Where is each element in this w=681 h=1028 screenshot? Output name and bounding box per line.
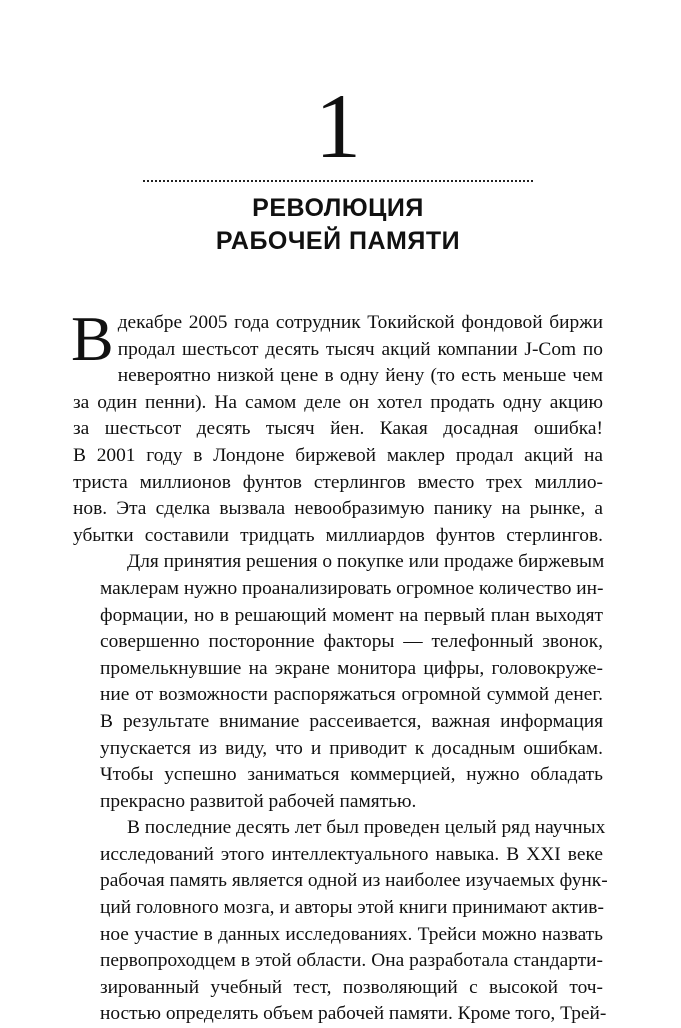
chapter-number: 1 bbox=[315, 75, 361, 177]
text-line: формации, но в решающий момент на первый план выходят bbox=[100, 604, 603, 626]
paragraph-1 bbox=[71, 303, 603, 549]
chapter-title-line-2: РАБОЧЕЙ ПАМЯТИ bbox=[215, 227, 461, 255]
text-line: рабочая память является одной из наиболее изучаемых функ- bbox=[100, 870, 608, 892]
paragraph-2 bbox=[73, 549, 603, 815]
text-line: В результате внимание рассеивается, важная информация bbox=[100, 710, 603, 732]
chapter-body bbox=[71, 303, 608, 1028]
dotted-divider bbox=[143, 180, 533, 182]
text-line: ное участие в данных исследованиях. Трейси можно назвать bbox=[100, 923, 603, 945]
text-line: ций головного мозга, и авторы этой книги принимают актив- bbox=[100, 897, 604, 919]
text-line: ние от возможности распоряжаться огромной суммой денег. bbox=[100, 684, 603, 706]
text-line: маклерам нужно проанализировать огромное количество ин- bbox=[100, 577, 604, 599]
book-page bbox=[71, 75, 608, 1028]
text-line: за шестьсот десять тысяч йен. Какая досадная ошибка! bbox=[73, 418, 603, 440]
text-line: промелькнувшие на экране монитора цифры, головокруже- bbox=[100, 657, 603, 679]
text-line: триста миллионов фунтов стерлингов вместо трех миллио- bbox=[73, 471, 603, 493]
text-line: прекрасно развитой рабочей памятью. bbox=[100, 790, 417, 812]
text-line: продал шестьсот десять тысяч акций компании J-Com по bbox=[117, 338, 603, 360]
text-line: убытки составили тридцать миллиардов фунтов стерлингов. bbox=[73, 524, 603, 546]
text-line: упускается из виду, что и приводит к досадным ошибкам. bbox=[100, 737, 603, 759]
text-line: исследований этого интеллектуального навыка. В XXI веке bbox=[100, 843, 603, 865]
text-line: совершенно посторонние факторы — телефонный звонок, bbox=[100, 631, 603, 653]
chapter-title-line-1: РЕВОЛЮЦИЯ bbox=[252, 194, 424, 222]
text-line: нов. Эта сделка вызвала невообразимую панику на рынке, а bbox=[73, 498, 603, 520]
drop-cap: В bbox=[71, 303, 114, 374]
chapter-title bbox=[73, 192, 603, 258]
text-line: Для принятия решения о покупке или продаже биржевым bbox=[127, 551, 605, 573]
paragraph-3 bbox=[73, 815, 608, 1028]
text-line: декабре 2005 года сотрудник Токийской фондовой биржи bbox=[117, 312, 603, 333]
text-line: Чтобы успешно заниматься коммерцией, нужно обладать bbox=[100, 764, 603, 786]
text-line: первопроходцем в этой области. Она разработала стандарти- bbox=[100, 950, 603, 972]
text-line: ностью определять объем рабочей памяти. Кроме того, Трей- bbox=[100, 1003, 607, 1025]
text-line: за один пенни). На самом деле он хотел продать одну акцию bbox=[73, 391, 603, 413]
text-line: зированный учебный тест, позволяющий с высокой точ- bbox=[100, 976, 603, 998]
text-line: В последние десять лет был проведен целый ряд научных bbox=[127, 817, 606, 839]
text-line: В 2001 году в Лондоне биржевой маклер продал акций на bbox=[73, 444, 603, 466]
text-line: невероятно низкой цене в одну йену (то есть меньше чем bbox=[117, 365, 603, 387]
